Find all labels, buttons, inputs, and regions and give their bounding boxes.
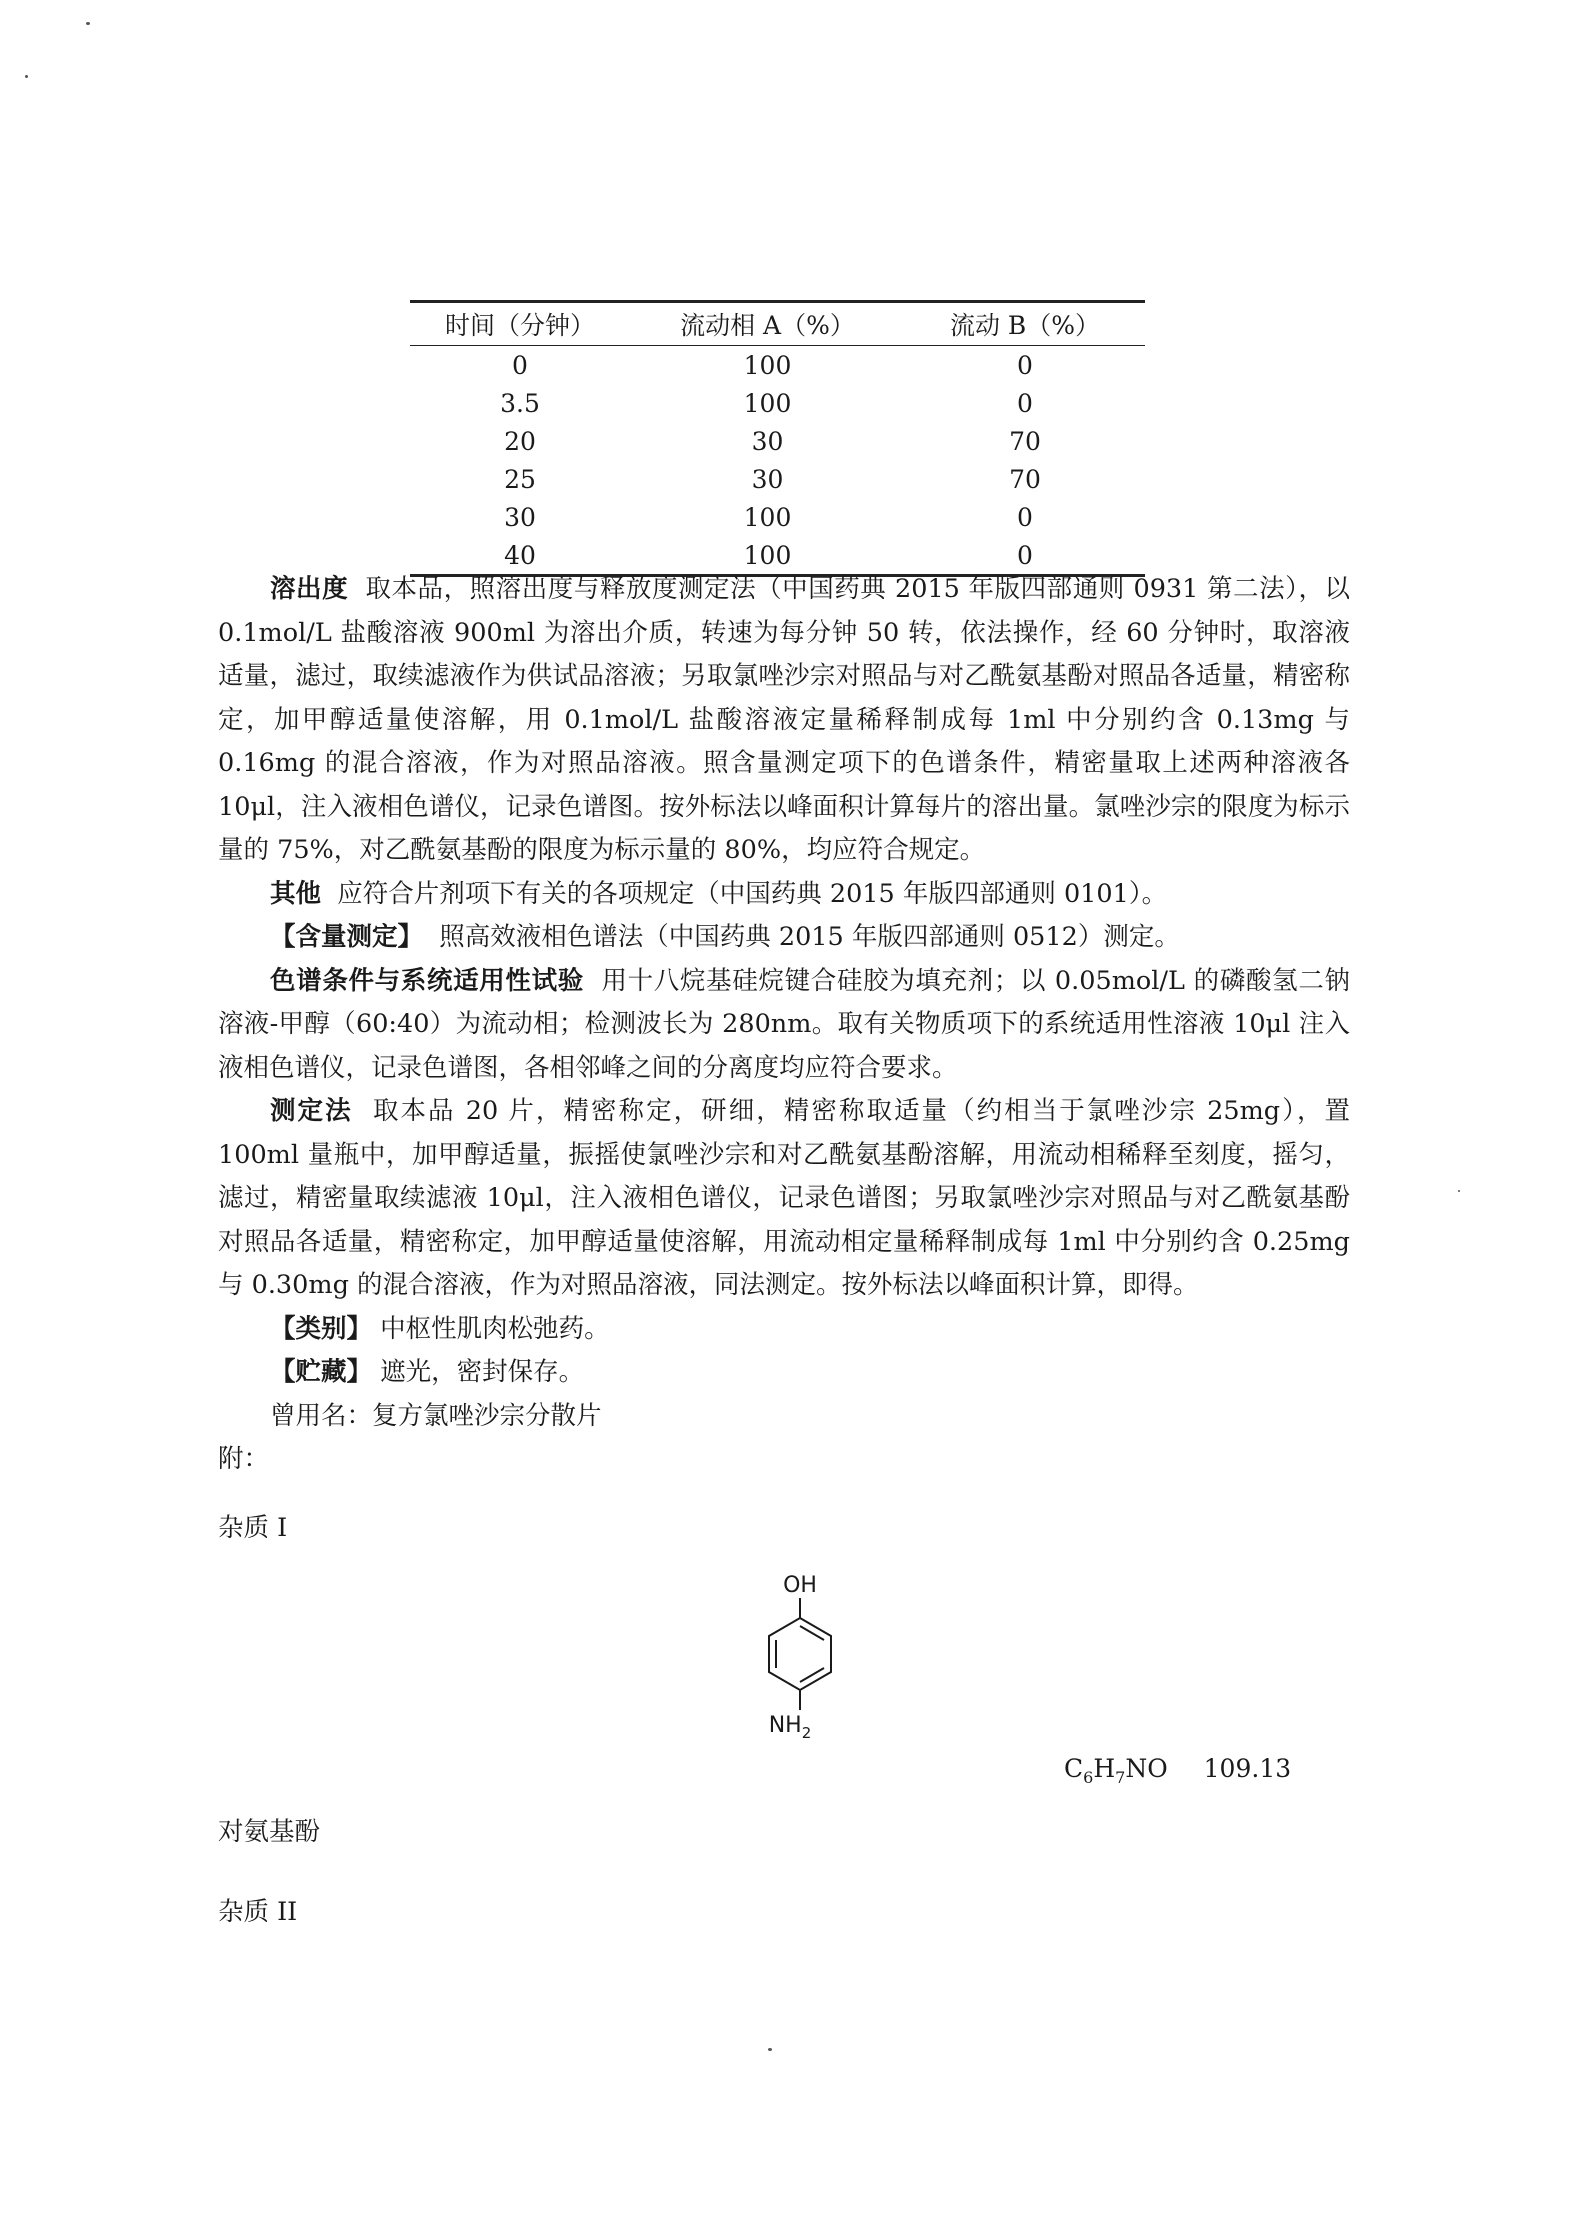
dissolution-heading: 溶出度	[270, 574, 349, 604]
cell-phase-b: 0	[905, 536, 1145, 576]
impurity-2-label: 杂质 II	[218, 1897, 298, 1927]
storage-paragraph	[218, 1351, 1350, 1395]
others-heading: 其他	[270, 878, 322, 909]
storage-text: 遮光，密封保存。	[380, 1357, 585, 1387]
header-phase-a: 流动相 A（%）	[630, 302, 905, 346]
others-text: 应符合片剂项下有关的各项规定（中国药典 2015 年版四部通则 0101）。	[337, 878, 1168, 909]
cell-time: 40	[410, 536, 630, 576]
cell-phase-a: 30	[751, 426, 784, 456]
formula-c: C	[1064, 1754, 1084, 1783]
molecular-weight: 109.13	[1203, 1754, 1292, 1783]
table-row	[410, 346, 1145, 385]
formula-rest: NO	[1125, 1754, 1168, 1783]
assay-paragraph	[218, 916, 1350, 960]
header-time: 时间（分钟）	[410, 302, 630, 346]
molecular-formula	[1064, 1754, 1291, 1787]
assay-heading: 【含量测定】	[270, 922, 424, 952]
table-row	[410, 422, 1145, 460]
method-text: 取本品 20 片，精密称定，研细，精密称取适量（约相当于氯唑沙宗 25mg），置 100ml 量瓶中，加甲醇适量，振摇使氯唑沙宗和对乙酰氨基酚溶解，用流动相稀释至刻度，摇匀，滤过，精密量取续滤液 10μl，注入液相色谱仪，记录色谱图；另取氯唑沙宗对照品与对乙酰氨基酚对照品各适量，精密称定，加甲醇适量使溶解，用流动相定量稀释制成每 1ml 中分别约含 0.25mg 与 0.30mg 的混合溶液，作为对照品溶液，同法测定。按外标法以峰面积计算，即得。	[218, 1096, 1350, 1300]
cell-time: 3.5	[500, 388, 540, 418]
p-aminophenol-structure	[720, 1570, 880, 1770]
dissolution-text: 取本品，照溶出度与释放度测定法（中国药典 2015 年版四部通则 0931 第二法），以 0.1mol/L 盐酸溶液 900ml 为溶出介质，转速为每分钟 50 转，依法操作，经 60 分钟时，取溶液适量，滤过，取续滤液作为供试品溶液；另取氯唑沙宗对照品与对乙酰氨基酚对照品各适量，精密称定，加甲醇适量使溶解，用 0.1mol/L 盐酸溶液定量稀释制成每 1ml 中分别约含 0.13mg 与 0.16mg 的混合溶液，作为对照品溶液。照含量测定项下的色谱条件，精密量取上述两种溶液各 10μl，注入液相色谱仪，记录色谱图。按外标法以峰面积计算每片的溶出量。氯唑沙宗的限度为标示量的 75%，对乙酰氨基酚的限度为标示量的 80%，均应符合规定。	[218, 574, 1350, 865]
scan-speck	[86, 22, 90, 25]
scan-speck	[25, 75, 28, 78]
oh-label: OH	[783, 1573, 817, 1598]
header-phase-b: 流动 B（%）	[905, 302, 1145, 346]
cell-phase-a: 100	[743, 388, 792, 418]
nh2-main: NH	[768, 1713, 802, 1738]
impurity-1-name: 对氨基酚	[218, 1817, 321, 1847]
formula-h-sub: 7	[1115, 1768, 1126, 1787]
cell-time: 0	[512, 350, 528, 380]
nh2-label	[769, 1713, 812, 1742]
cell-phase-b: 0	[1017, 350, 1033, 380]
category-paragraph	[218, 1308, 1350, 1352]
chromatography-text: 用十八烷基硅烷键合硅胶为填充剂；以 0.05mol/L 的磷酸氢二钠溶液-甲醇（60:40）为流动相；检测波长为 280nm。取有关物质项下的系统适用性溶液 10μl 注入液相色谱仪，记录色谱图，各相邻峰之间的分离度均应符合要求。	[218, 965, 1350, 1083]
cell-time: 30	[504, 502, 536, 532]
cell-phase-a: 30	[751, 464, 784, 494]
chromatography-heading: 色谱条件与系统适用性试验	[270, 965, 584, 996]
scan-speck	[1458, 1190, 1460, 1192]
assay-text: 照高效液相色谱法（中国药典 2015 年版四部通则 0512）测定。	[439, 922, 1180, 952]
cell-phase-a: 100	[743, 502, 792, 532]
formula-h: H	[1093, 1754, 1116, 1783]
cell-phase-a: 100	[630, 536, 905, 576]
cell-phase-b: 0	[1017, 502, 1033, 532]
table-row	[410, 460, 1145, 498]
table-row	[410, 384, 1145, 422]
nh2-subscript: 2	[801, 1724, 812, 1742]
table-header-row	[410, 302, 1145, 346]
cell-phase-a: 100	[743, 350, 792, 380]
monograph-text	[218, 568, 1350, 1482]
cell-time: 20	[504, 426, 536, 456]
dissolution-paragraph	[218, 568, 1350, 873]
category-text: 中枢性肌肉松弛药。	[380, 1313, 610, 1344]
method-heading: 测定法	[270, 1096, 353, 1126]
cell-phase-b: 70	[1009, 426, 1041, 456]
chromatography-paragraph	[218, 960, 1350, 1091]
others-paragraph	[218, 873, 1350, 917]
storage-heading: 【贮藏】	[270, 1357, 373, 1387]
gradient-table	[410, 300, 1145, 577]
formula-c-sub: 6	[1083, 1768, 1094, 1787]
cell-phase-b: 70	[1009, 464, 1041, 494]
table-row	[410, 498, 1145, 536]
method-paragraph	[218, 1090, 1350, 1308]
cell-phase-b: 0	[1017, 388, 1033, 418]
benzene-ring	[769, 1598, 831, 1710]
cell-time: 25	[504, 464, 536, 494]
impurity-1-label: 杂质 I	[218, 1513, 288, 1543]
former-name: 曾用名：复方氯唑沙宗分散片	[270, 1400, 602, 1431]
category-heading: 【类别】	[270, 1313, 373, 1344]
appendix-label: 附：	[218, 1444, 270, 1474]
scan-speck	[768, 2048, 772, 2051]
